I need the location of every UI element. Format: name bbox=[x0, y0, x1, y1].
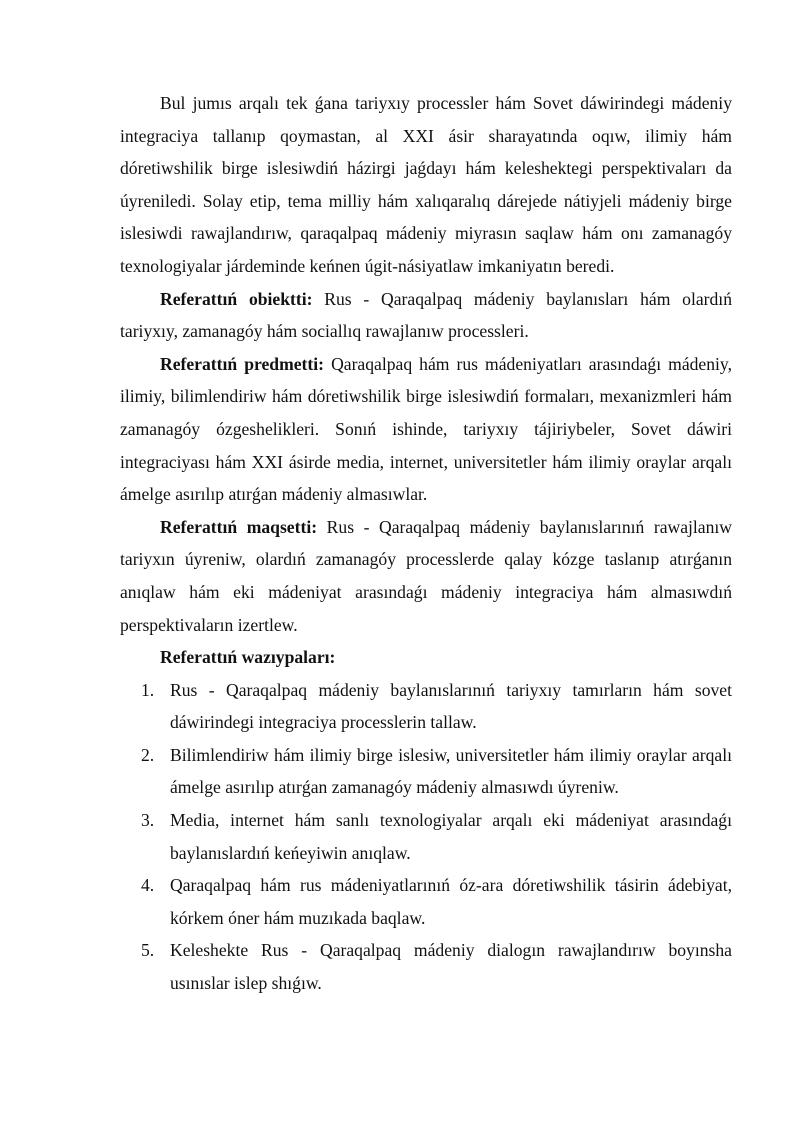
tasks-heading: Referattıń wazıypaları: bbox=[160, 647, 336, 668]
list-item-number: 5. bbox=[141, 940, 155, 961]
tasks-list bbox=[120, 674, 732, 1000]
list-item-number: 4. bbox=[141, 875, 155, 896]
list-item-text: Rus - Qaraqalpaq mádeniy baylanıslarınıń tariyxıy tamırların hám sovet dáwirindegi integraciya processlerin tallaw. bbox=[170, 679, 732, 733]
list-item-text: Keleshekte Rus - Qaraqalpaq mádeniy dialogın rawajlandırıw boyınsha usınıslar islep shıǵıw. bbox=[170, 940, 732, 994]
list-item bbox=[120, 739, 732, 804]
subject-paragraph bbox=[120, 348, 732, 511]
list-item bbox=[120, 869, 732, 934]
subject-label: Referattıń predmetti: bbox=[160, 353, 325, 374]
subject-text: Qaraqalpaq hám rus mádeniyatları arasındaǵı mádeniy, ilimiy, bilimlendiriw hám dóretiwshilik birge islesiwdiń formaları, mexanizmleri hám zamanagóy ózgeshelikleri. Sonıń ishinde, tariyxıy tájiriybeler, Sovet dáwiri integraciyası hám XXI ásirde media, internet, universitetler hám ilimiy oraylar arqalı ámelge asırılıp atırǵan mádeniy almasıwlar. bbox=[120, 353, 732, 505]
intro-paragraph: Bul jumıs arqalı tek ǵana tariyxıy processler hám Sovet dáwirindegi mádeniy integraciya tallanıp qoymastan, al XXI ásir sharayatında oqıw, ilimiy hám dóretiwshilik birge islesiwdiń házirgi jaǵdayı hám keleshektegi perspektivaları da úyreniledi. Solay etip, tema milliy hám xalıqaralıq dárejede nátiyjeli mádeniy birge islesiwdi rawajlandırıw, qaraqalpaq mádeniy miyrasın saqlaw hám onı zamanagóy texnologiyalar járdeminde keńnen úgit-násiyatlaw imkaniyatın beredi. bbox=[120, 93, 732, 276]
goal-label: Referattıń maqsetti: bbox=[160, 516, 318, 537]
list-item-number: 3. bbox=[141, 810, 155, 831]
list-item-text: Media, internet hám sanlı texnologiyalar arqalı eki mádeniyat arasındaǵı baylanıslardıń keńeyiwin anıqlaw. bbox=[170, 810, 732, 863]
document-page bbox=[120, 87, 732, 1000]
goal-text: Rus - Qaraqalpaq mádeniy baylanıslarınıń rawajlanıw tariyxın úyreniw, olardıń zamanagóy processlerde qalay kózge taslanıp atırǵanın anıqlaw hám eki mádeniyat arasındaǵı mádeniy integraciya hám almasıwdıń perspektivaların izertlew. bbox=[120, 516, 733, 635]
goal-paragraph bbox=[120, 511, 732, 641]
object-text: Rus - Qaraqalpaq mádeniy baylanısları hám olardıń tariyxıy, zamanagóy hám sociallıq rawajlanıw processleri. bbox=[120, 288, 732, 342]
list-item-number: 1. bbox=[141, 679, 155, 700]
list-item bbox=[120, 804, 732, 869]
list-item-text: Bilimlendiriw hám ilimiy birge islesiw, universitetler hám ilimiy oraylar arqalı ámelge asırılıp atırǵan zamanagóy mádeniy almasıwdı úyreniw. bbox=[170, 744, 732, 798]
list-item bbox=[120, 934, 732, 999]
list-item-text: Qaraqalpaq hám rus mádeniyatlarınıń óz-ara dóretiwshilik tásirin ádebiyat, kórkem óner hám muzıkada baqlaw. bbox=[170, 875, 732, 928]
list-item-number: 2. bbox=[141, 744, 155, 765]
object-label: Referattıń obiektti: bbox=[160, 288, 313, 309]
object-paragraph bbox=[120, 283, 732, 348]
list-item bbox=[120, 674, 732, 739]
